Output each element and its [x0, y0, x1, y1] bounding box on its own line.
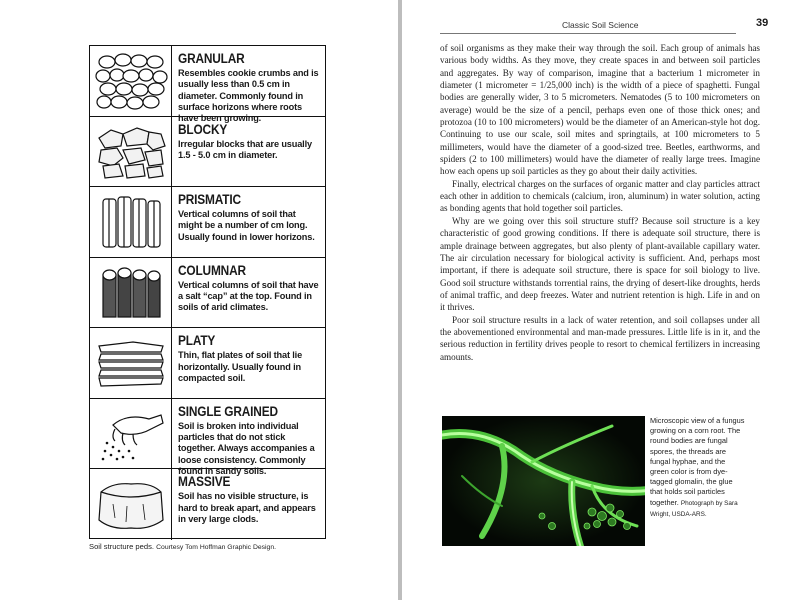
- structure-description: Soil is broken into individual particles that do not stick together. Always accompanies a loose consistency. Commonly found in sandy soils.: [178, 420, 315, 476]
- blocky-peds-icon: [90, 117, 172, 187]
- right-page: [402, 0, 800, 600]
- structure-name: PLATY: [178, 333, 216, 349]
- structure-name: PRISMATIC: [178, 192, 241, 208]
- columnar-peds-icon: [90, 258, 172, 328]
- soil-structure-table: [89, 45, 326, 539]
- caption-credit: Courtesy Tom Hoffman Graphic Design.: [156, 544, 277, 551]
- structure-name: BLOCKY: [178, 121, 228, 137]
- massive-clod-icon: [90, 469, 172, 540]
- structure-name: MASSIVE: [178, 474, 231, 490]
- granular-peds-icon: [90, 46, 172, 116]
- header-rule: [440, 33, 736, 34]
- paragraph: Finally, electrical charges on the surfaces of organic matter and clay particles attract each other in addition to chemicals (calcium, iron, aluminum) in water solution, acting as bonding agents that hold together soil particles.: [440, 178, 760, 214]
- figure-caption: [89, 542, 276, 551]
- structure-row-blocky: [90, 117, 325, 188]
- structure-name: COLUMNAR: [178, 262, 246, 278]
- paragraph: Why are we going over this soil structure stuff? Because soil structure is a key characteristic of good growing conditions. If there is adequate soil structure, there is ample drainage between aggregates, but also plenty of plant-available capillary water. The air circulation necessary for biological activity is sufficient. And, perhaps most important, if there is adequate soil structure, there is space for soil biology to live. Good soil structure withstands torrential rains, the drying of desert-like droughts, herds of animal traffic, and deep freezes. Water and nutrient retention is high. Life in and on it thrives.: [440, 215, 760, 313]
- paragraph: of soil organisms as they make their way through the soil. Each group of animals has various body widths. As they move, they create spaces in and between soil particles and aggregates. By way of comparison, imagine that a bacterium 1 micrometer in diameter (1 micrometer = 1/25,000 inch) is the width of a piece of spaghetti. Fungal bodies are generally wider, 3 to 5 micrometers. Nematodes (5 to 100 micrometers on average) would be the size of a pencil, perhaps even one of those thick ones; and protozoa (10 to 100 micrometers) would be the diameter of an American-style hot dog. Continuing to use our scale, soil mites and springtails, at 100 micrometers to 5 millimeters, would have the diameter of a good-sized tree. Beetles, earthworms, and spiders (2 to 100 millimeters) would have the diameter of really large trees. Imagine how each opens up soil particles as they go about their daily activities.: [440, 43, 760, 177]
- prismatic-peds-icon: [90, 187, 172, 257]
- structure-row-platy: [90, 328, 325, 399]
- structure-row-prismatic: [90, 187, 325, 258]
- paragraph: Poor soil structure results in a lack of water retention, and soil collapses under all the abovementioned environmental and man-made pressures. Little life is in it, and the serious reduction in fertility drives people to resort to chemical fertilizers in increasing amounts.: [440, 314, 760, 362]
- structure-description: Soil has no visible structure, is hard to break apart, and appears in very large clods.: [178, 491, 316, 524]
- platy-peds-icon: [90, 328, 172, 398]
- structure-description: Vertical columns of soil that have a salt “cap” at the top. Found in soils of arid climates.: [178, 279, 319, 313]
- caption-text: Soil structure peds.: [89, 542, 154, 551]
- structure-name: SINGLE GRAINED: [178, 403, 278, 419]
- structure-row-massive: [90, 469, 325, 540]
- structure-description: Thin, flat plates of soil that lie horizontally. Usually found in compacted soil.: [178, 350, 303, 383]
- left-page: [0, 0, 398, 600]
- structure-row-columnar: [90, 258, 325, 329]
- running-head: Classic Soil Science: [562, 20, 639, 30]
- micrograph-credit: Photograph by Sara Wright, USDA-ARS.: [650, 499, 738, 518]
- body-text: [440, 42, 760, 363]
- micrograph-caption-text: Microscopic view of a fungus growing on a corn root. The round bodies are fungal spores, the threads are fungal hyphae, and the green color is from dye-tagged glomalin, the glue that holds soil particles together.: [650, 416, 745, 507]
- structure-row-single-grained: [90, 399, 325, 476]
- structure-description: Resembles cookie crumbs and is usually less than 0.5 cm in diameter. Commonly found in surface horizons where roots have been growing.: [178, 68, 319, 124]
- page-number: 39: [756, 17, 769, 29]
- structure-row-granular: [90, 46, 325, 124]
- micrograph-caption: [650, 416, 745, 520]
- structure-description: Vertical columns of soil that might be a number of cm long. Usually found in lower horizons.: [178, 209, 315, 242]
- single-grained-hand-icon: [90, 399, 172, 469]
- structure-description: Irregular blocks that are usually 1.5 - 5.0 cm in diameter.: [178, 138, 312, 160]
- fungus-micrograph: [442, 416, 645, 546]
- structure-name: GRANULAR: [178, 51, 245, 66]
